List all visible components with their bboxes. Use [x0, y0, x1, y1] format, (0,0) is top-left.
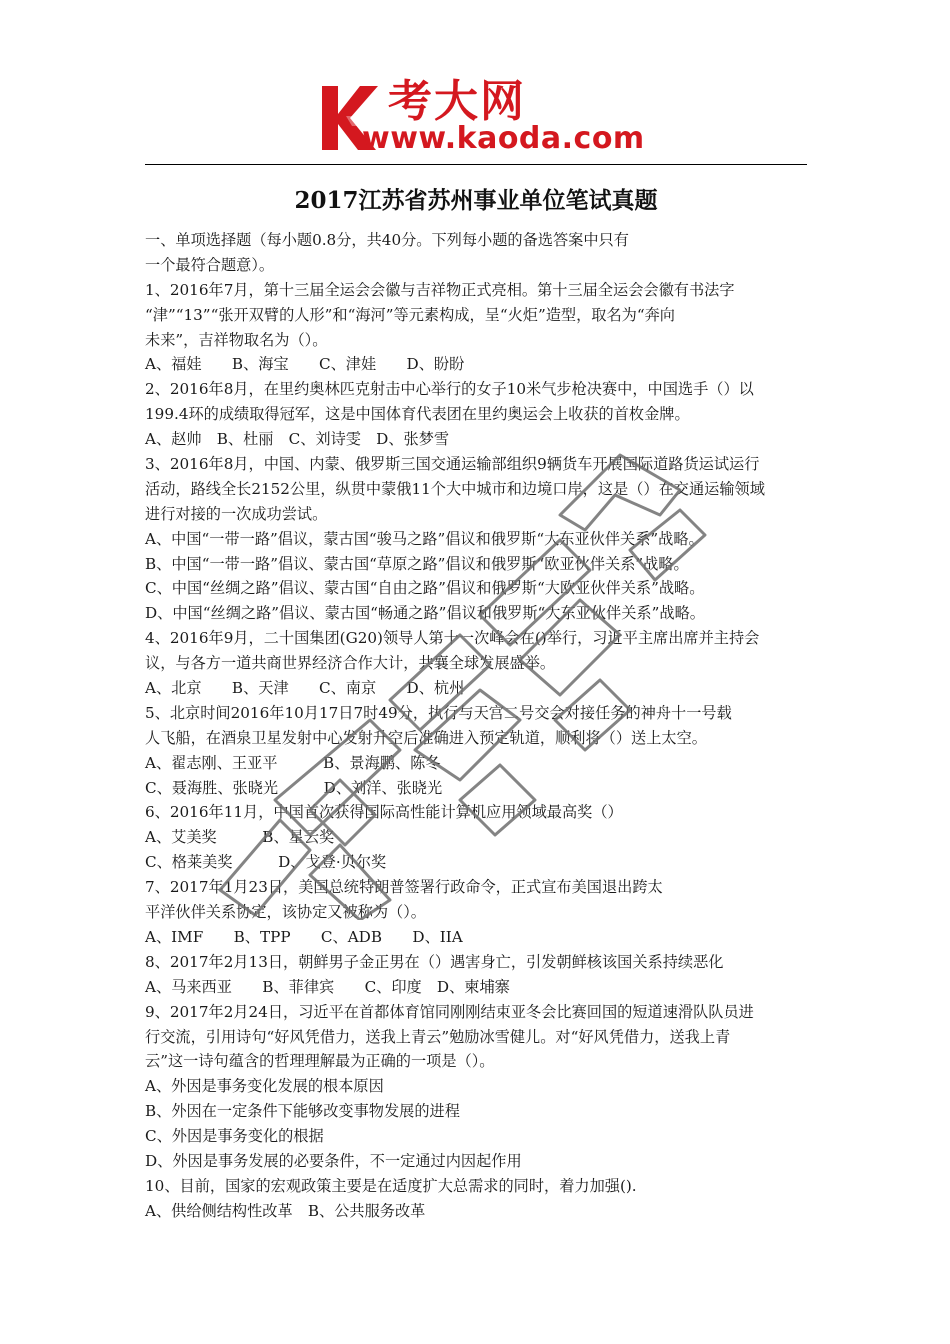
answer-options: A、翟志刚、王亚平 B、景海鹏、陈冬	[145, 753, 441, 772]
answer-option: A、外因是事务变化发展的根本原因	[145, 1077, 384, 1096]
answer-option: C、中国“丝绸之路”倡议、蒙古国“自由之路”倡议和俄罗斯“大欧亚伙伴关系”战略。	[145, 579, 705, 598]
logo-url-text: www.kaoda.com	[362, 121, 645, 156]
answer-option: B、外因在一定条件下能够改变事物发展的进程	[145, 1102, 460, 1121]
question-line: 人飞船，在酒泉卫星发射中心发射升空后准确进入预定轨道，顺利将（）送上太空。	[145, 728, 707, 747]
question-line: 议，与各方一道共商世界经济合作大计，共襄全球发展盛举。	[145, 654, 556, 673]
exam-content	[145, 228, 815, 1224]
instruction-line: 一、单项选择题（每小题0.8分，共40分。下列每小题的备选答案中只有	[145, 231, 629, 249]
question-line: 2、2016年8月，在里约奥林匹克射击中心举行的女子10米气步枪决赛中，中国选手（）以	[145, 380, 754, 399]
question-line: 10、目前，国家的宏观政策主要是在适度扩大总需求的同时，着力加强().	[145, 1176, 637, 1195]
question-line: 1、2016年7月，第十三届全运会会徽与吉祥物正式亮相。第十三届全运会会徽有书法字	[145, 280, 735, 299]
answer-options: A、IMF B、TPP C、ADB D、IIA	[145, 927, 463, 946]
answer-option: A、中国“一带一路”倡议，蒙古国“骏马之路”倡议和俄罗斯“大东亚伙伴关系”战略。	[145, 529, 704, 548]
answer-options: C、格莱美奖 D、戈登·贝尔奖	[145, 853, 387, 872]
question-line: 云”这一诗句蕴含的哲理理解最为正确的一项是（）。	[145, 1052, 495, 1071]
question-line: 未来”，吉祥物取名为（）。	[145, 330, 328, 349]
answer-option: D、中国“丝绸之路”倡议、蒙古国“畅通之路”倡议和俄罗斯“大东亚伙伴关系”战略。	[145, 604, 705, 623]
question-line: 活动，路线全长2152公里，纵贯中蒙俄11个大中城市和边境口岸，这是（）在交通运输领域	[145, 479, 765, 498]
logo-chinese-text: 考大网	[388, 76, 526, 127]
answer-options: A、北京 B、天津 C、南京 D、杭州	[145, 679, 465, 698]
answer-options: A、供给侧结构性改革 B、公共服务改革	[145, 1201, 426, 1220]
answer-options: A、福娃 B、海宝 C、津娃 D、盼盼	[145, 355, 465, 374]
page-title: 2017江苏省苏州事业单位笔试真题	[294, 187, 658, 214]
question-line: 8、2017年2月13日，朝鲜男子金正男在（）遇害身亡，引发朝鲜核该国关系持续恶化	[145, 952, 724, 971]
kaoda-logo[interactable]	[318, 78, 648, 158]
instruction-line: 一个最符合题意）。	[145, 255, 275, 274]
answer-option: D、外因是事务发展的必要条件，不一定通过内因起作用	[145, 1151, 522, 1170]
answer-option: C、外因是事务变化的根据	[145, 1127, 324, 1146]
question-line: 4、2016年9月，二十国集团(G20)领导人第十一次峰会在()举行，习近平主席出席并主持会	[145, 629, 760, 648]
question-line: 行交流，引用诗句“好风凭借力，送我上青云”勉励冰雪健儿。对“好风凭借力，送我上青	[145, 1027, 731, 1046]
answer-options: A、赵帅 B、杜丽 C、刘诗雯 D、张梦雪	[145, 430, 450, 449]
question-line: 3、2016年8月，中国、内蒙、俄罗斯三国交通运输部组织9辆货车开展国际道路货运试运行	[145, 455, 760, 474]
answer-options: A、艾美奖 B、星云奖	[145, 828, 335, 847]
answer-option: B、中国“一带一路”倡议、蒙古国“草原之路”倡议和俄罗斯“欧亚伙伴关系”战略。	[145, 554, 689, 573]
question-line: 199.4环的成绩取得冠军，这是中国体育代表团在里约奥运会上收获的首枚金牌。	[145, 405, 690, 424]
question-line: 9、2017年2月24日，习近平在首都体育馆同刚刚结束亚冬会比赛回国的短道速滑队队员进	[145, 1002, 754, 1021]
question-line: 进行对接的一次成功尝试。	[145, 504, 328, 523]
answer-options: C、聂海胜、张晓光 D、刘洋、张晓光	[145, 778, 443, 797]
question-line: 5、北京时间2016年10月17日7时49分，执行与天宫二号交会对接任务的神舟十一号载	[145, 703, 732, 722]
question-line: 7、2017年1月23日，美国总统特朗普签署行政命令，正式宣布美国退出跨太	[145, 878, 663, 897]
question-line: 平洋伙伴关系协定，该协定又被称为（）。	[145, 903, 426, 922]
answer-options: A、马来西亚 B、菲律宾 C、印度 D、柬埔寨	[145, 977, 510, 996]
question-line: “津”“13”“张开双臂的人形”和“海河”等元素构成，呈“火炬”造型，取名为“奔向	[145, 305, 675, 324]
question-line: 6、2016年11月，中国首次获得国际高性能计算机应用领域最高奖（）	[145, 803, 623, 822]
header-divider	[145, 164, 807, 165]
